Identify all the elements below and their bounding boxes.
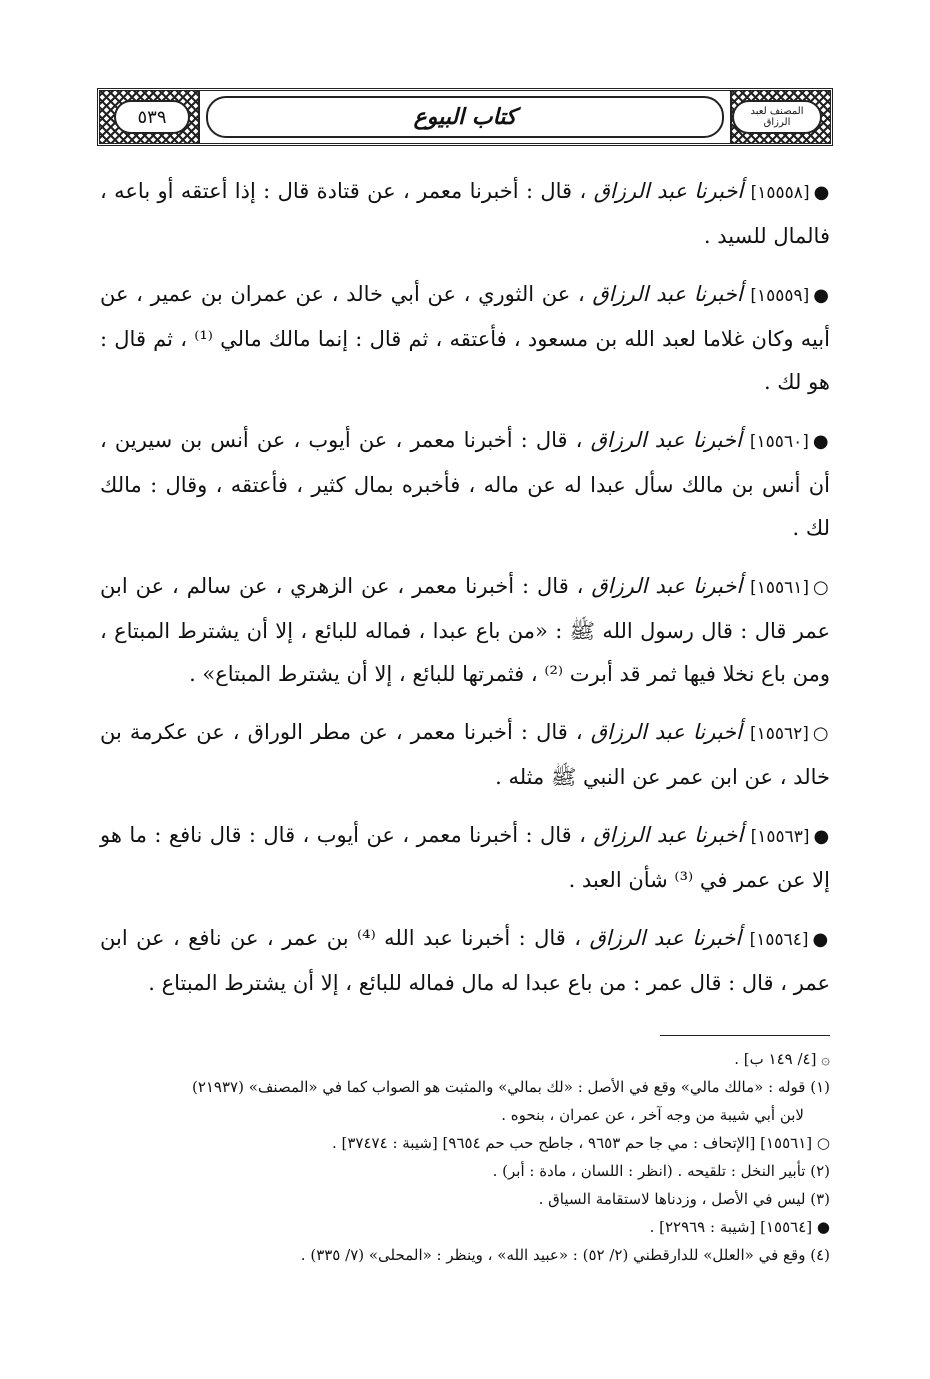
footnote-line: ● [١٥٥٦٤] [شيبة : ٢٢٩٦٩] .	[649, 1218, 830, 1236]
footnote-line: ○ [١٥٥٦١] [الإتحاف : مي جا حم ٩٦٥٣ ، جاطح حب حم ٩٦٥٤] [شيبة : ٣٧٤٧٤] .	[331, 1134, 830, 1152]
footnote-line: (٣) ليس في الأصل ، وزدناها لاستقامة السياق .	[538, 1190, 830, 1208]
hadith-paragraph	[100, 419, 830, 550]
footnote-line: (٢) تأبير النخل : تلقيحه . (انظر : اللسان ، مادة : أبر) .	[492, 1162, 830, 1180]
hadith-paragraph	[100, 814, 830, 902]
chapter-title: كتاب البيوع	[206, 96, 724, 138]
hadith-number: [١٥٥٦٣]	[750, 827, 810, 847]
isnad-opening: أخبرنا عبد الرزاق	[591, 574, 743, 598]
isnad-opening: أخبرنا عبد الرزاق	[590, 720, 742, 744]
hadith-number: [١٥٥٥٩]	[750, 286, 810, 306]
isnad-opening: أخبرنا عبد الرزاق	[592, 282, 743, 306]
page-number: ٥٣٩	[114, 100, 190, 134]
hadith-number: [١٥٥٦٢]	[749, 724, 809, 744]
hadith-paragraph	[100, 565, 830, 696]
paragraph-marker: ●	[813, 285, 830, 306]
paragraph-marker: ○	[812, 723, 831, 744]
hadith-text: ، قال : أخبرنا معمر ، عن مطر الوراق ، عن عكرمة بن خالد ، عن ابن عمر عن النبي ﷺ مثله .	[100, 720, 830, 789]
hadith-number: [١٥٥٦٤]	[749, 930, 809, 950]
footnote-line: (٤) وقع في «العلل» للدارقطني (٢/ ٥٢) : «عبيد الله» ، وينظر : «المحلى» (٧/ ٣٣٥) .	[300, 1246, 830, 1264]
paragraph-marker: ●	[812, 431, 830, 452]
isnad-opening: أخبرنا عبد الرزاق	[593, 823, 744, 847]
paragraph-marker: ○	[813, 577, 830, 598]
hadith-text: ، قال : أخبرنا معمر ، عن قتادة قال : إذا أعتقه أو باعه ، فالمال للسيد .	[100, 179, 830, 248]
footnote-line: (١) قوله : «مالك مالي» وقع في الأصل : «لك بمالي» والمثبت هو الصواب كما في «المصنف» (٢١٩٣٧)	[191, 1078, 830, 1096]
isnad-opening: أخبرنا عبد الرزاق	[590, 428, 742, 452]
footnote-line: لابن أبي شيبة من وجه آخر ، عن عمران ، بنحوه .	[501, 1106, 804, 1124]
hadith-paragraph	[100, 917, 830, 1005]
isnad-opening: أخبرنا عبد الرزاق	[589, 926, 742, 950]
hadith-text: ، قال : أخبرنا عبد الله ⁽⁴⁾ بن عمر ، عن نافع ، عن ابن عمر ، قال : قال عمر : من باع عبدا له مال فماله للبائع ، إلا أن يشترط المبتاع .	[100, 926, 830, 995]
hadith-paragraph	[100, 170, 830, 258]
page-header	[97, 88, 833, 146]
hadith-number: [١٥٥٦٠]	[749, 432, 809, 452]
hadith-paragraph	[100, 711, 830, 799]
hadith-text: ، عن الثوري ، عن أبي خالد ، عن عمران بن عمير ، عن أبيه وكان غلاما لعبد الله بن مسعود ، فأعتقه ، ثم قال : إنما مالك مالي ⁽¹⁾ ، ثم قال : هو لك .	[100, 282, 830, 394]
main-text	[100, 170, 830, 1020]
hadith-text: ، قال : أخبرنا معمر ، عن الزهري ، عن سالم ، عن ابن عمر قال : قال رسول الله ﷺ : «من باع عبدا ، فماله للبائع ، إلا أن يشترط المبتاع ، ومن باع نخلا فيها ثمر قد أبرت ⁽²⁾ ، فثمرتها للبائع ، إلا أن يشترط المبتاع» .	[100, 574, 830, 686]
paragraph-marker: ●	[812, 929, 830, 950]
hadith-number: [١٥٥٦١]	[750, 578, 810, 598]
book-label: المصنف لعبد الرزاق	[732, 100, 822, 134]
paragraph-marker: ●	[813, 182, 830, 203]
hadith-paragraph	[100, 273, 830, 404]
header-ornament-left	[100, 91, 200, 143]
footnotes	[100, 1045, 830, 1269]
header-ornament-right	[730, 91, 830, 143]
isnad-opening: أخبرنا عبد الرزاق	[593, 179, 744, 203]
hadith-text: ، قال : أخبرنا معمر ، عن أيوب ، قال : قال نافع : ما هو إلا عن عمر في ⁽³⁾ شأن العبد .	[100, 823, 830, 892]
hadith-number: [١٥٥٥٨]	[750, 183, 810, 203]
paragraph-marker: ●	[813, 826, 830, 847]
manuscript-reference: ۞ [٤/ ١٤٩ ب] .	[734, 1050, 830, 1068]
footnote-separator	[660, 1035, 830, 1036]
hadith-text: ، قال : أخبرنا معمر ، عن أيوب ، عن أنس بن سيرين ، أن أنس بن مالك سأل عبدا له عن ماله ، فأخبره بمال كثير ، فأعتقه ، وقال : مالك لك .	[100, 428, 830, 540]
